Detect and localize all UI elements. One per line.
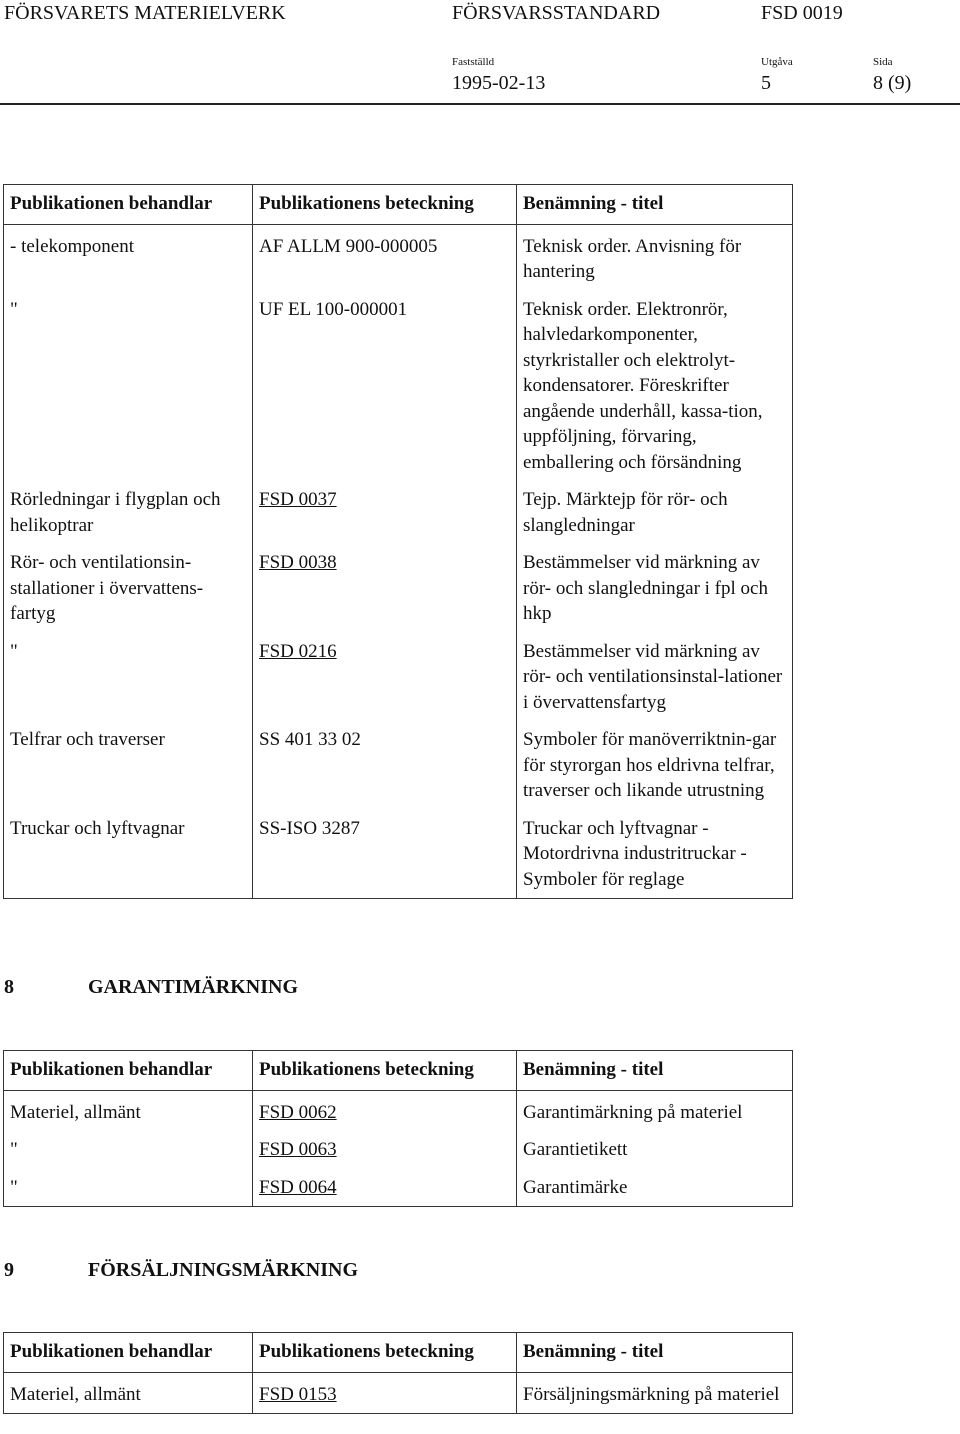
row-designation-link[interactable]: FSD 0063 — [253, 1137, 517, 1175]
table-row — [4, 224, 793, 297]
row-title: Bestämmelser vid märkning av rör- och ventilationsinstal-lationer i övervattensfartyg — [517, 639, 793, 728]
row-subject: - telekomponent — [4, 224, 253, 297]
col-subject: Publikationen behandlar — [4, 1051, 253, 1091]
row-subject: Materiel, allmänt — [4, 1372, 253, 1414]
doc-id: FSD 0019 — [761, 2, 843, 24]
row-designation-link[interactable]: FSD 0062 — [253, 1090, 517, 1137]
row-title: Garantimärke — [517, 1175, 793, 1207]
table-header-row — [4, 1051, 793, 1091]
section-title: GARANTIMÄRKNING — [88, 976, 298, 998]
section-heading-9 — [4, 1258, 358, 1282]
table-header-row — [4, 185, 793, 225]
doc-type: FÖRSVARSSTANDARD — [452, 2, 661, 24]
table-header-row — [4, 1333, 793, 1373]
row-designation: UF EL 100-000001 — [253, 297, 517, 488]
established-date: 1995-02-13 — [452, 72, 546, 94]
section-number: 8 — [4, 976, 14, 998]
row-title: Tejp. Märktejp för rör- och slangledningar — [517, 487, 793, 550]
section-number: 9 — [4, 1259, 14, 1281]
row-title: Garantimärkning på materiel — [517, 1090, 793, 1137]
row-designation-link[interactable]: FSD 0064 — [253, 1175, 517, 1207]
row-designation: SS 401 33 02 — [253, 727, 517, 816]
row-title: Teknisk order. Elektronrör, halvledarkomponenter, styrkristaller och elektrolyt-kondensatorer. Föreskrifter angående underhåll, kassa-tion, uppföljning, förvaring, emballering och försändning — [517, 297, 793, 488]
col-title: Benämning - titel — [517, 1051, 793, 1091]
header-rule — [0, 103, 960, 105]
row-title: Symboler för manöverriktnin-gar för styrorgan hos eldrivna telfrar, traverser och likande utrustning — [517, 727, 793, 816]
col-title: Benämning - titel — [517, 185, 793, 225]
row-subject: Materiel, allmänt — [4, 1090, 253, 1137]
table-row — [4, 550, 793, 639]
row-title: Bestämmelser vid märkning av rör- och slangledningar i fpl och hkp — [517, 550, 793, 639]
col-designation: Publikationens beteckning — [253, 1051, 517, 1091]
page-label: Sida — [873, 56, 893, 68]
col-title: Benämning - titel — [517, 1333, 793, 1373]
row-designation-link[interactable]: FSD 0038 — [253, 550, 517, 639]
row-subject: Truckar och lyftvagnar — [4, 816, 253, 899]
org-name: FÖRSVARETS MATERIELVERK — [4, 2, 286, 24]
row-subject: " — [4, 1175, 253, 1207]
row-designation-link[interactable]: FSD 0153 — [253, 1372, 517, 1414]
table-row — [4, 297, 793, 488]
row-subject: Rör- och ventilationsin-stallationer i övervattens-fartyg — [4, 550, 253, 639]
col-subject: Publikationen behandlar — [4, 1333, 253, 1373]
established-label: Fastställd — [452, 56, 495, 68]
row-subject: " — [4, 297, 253, 488]
row-designation: AF ALLM 900-000005 — [253, 224, 517, 297]
col-designation: Publikationens beteckning — [253, 1333, 517, 1373]
row-designation: SS-ISO 3287 — [253, 816, 517, 899]
edition-label: Utgåva — [761, 56, 793, 68]
col-designation: Publikationens beteckning — [253, 185, 517, 225]
table-row — [4, 1175, 793, 1207]
publications-table-marking — [3, 184, 793, 899]
col-subject: Publikationen behandlar — [4, 185, 253, 225]
row-title: Garantietikett — [517, 1137, 793, 1175]
row-subject: " — [4, 1137, 253, 1175]
row-subject: Telfrar och traverser — [4, 727, 253, 816]
row-title: Truckar och lyftvagnar - Motordrivna industritruckar - Symboler för reglage — [517, 816, 793, 899]
publications-table-sales — [3, 1332, 793, 1414]
row-subject: " — [4, 639, 253, 728]
row-subject: Rörledningar i flygplan och helikoptrar — [4, 487, 253, 550]
edition-number: 5 — [761, 72, 771, 94]
table-row — [4, 1372, 793, 1414]
table-row — [4, 1090, 793, 1137]
table-row — [4, 1137, 793, 1175]
row-title: Teknisk order. Anvisning för hantering — [517, 224, 793, 297]
table-row — [4, 727, 793, 816]
table-row — [4, 816, 793, 899]
section-heading-8 — [4, 975, 298, 999]
section-title: FÖRSÄLJNINGSMÄRKNING — [88, 1259, 359, 1281]
row-title: Försäljningsmärkning på materiel — [517, 1372, 793, 1414]
row-designation-link[interactable]: FSD 0216 — [253, 639, 517, 728]
row-designation-link[interactable]: FSD 0037 — [253, 487, 517, 550]
table-row — [4, 639, 793, 728]
table-row — [4, 487, 793, 550]
publications-table-warranty — [3, 1050, 793, 1207]
page-number: 8 (9) — [873, 72, 912, 94]
